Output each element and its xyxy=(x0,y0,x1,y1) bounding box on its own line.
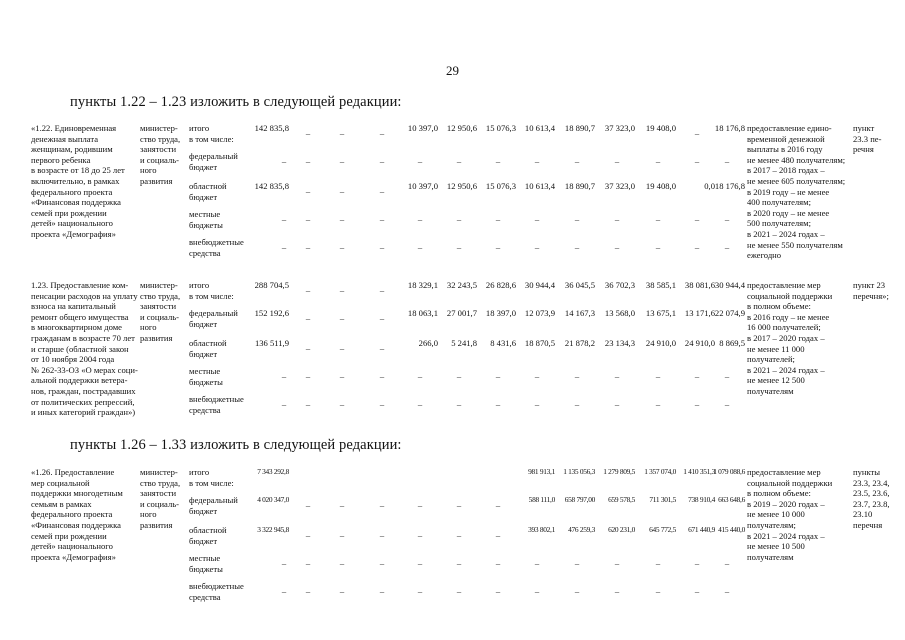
year-value: 415 440,0 xyxy=(718,525,745,534)
funding-source: областной бюджет xyxy=(189,181,227,202)
year-value: 13 568,0 xyxy=(604,308,635,318)
year-value: – xyxy=(417,214,423,224)
total-value: – xyxy=(281,558,287,568)
year-value: – xyxy=(724,399,730,409)
year-value: – xyxy=(495,500,501,510)
total-value: 7 343 292,8 xyxy=(257,467,289,476)
year-value: 620 231,0 xyxy=(608,525,635,534)
year-value: 1 410 351,3 xyxy=(683,467,715,476)
year-value: – xyxy=(339,313,345,323)
year-value: – xyxy=(614,399,620,409)
funding-source: итого в том числе: xyxy=(189,467,234,488)
year-value: 588 111,0 xyxy=(528,495,555,504)
year-value: – xyxy=(574,214,580,224)
year-value: 26 828,6 xyxy=(485,280,516,290)
year-value: – xyxy=(495,558,501,568)
year-value: 13 171,6 xyxy=(684,308,715,318)
year-value: 1 079 088,6 xyxy=(713,467,745,476)
year-value: – xyxy=(495,399,501,409)
year-value: 5 241,8 xyxy=(451,338,477,348)
year-value: – xyxy=(534,214,540,224)
funding-source: федеральный бюджет xyxy=(189,308,238,329)
year-value: – xyxy=(495,214,501,224)
measure-name: «1.26. Предоставление мер социальной поддержки многодетным семьям в рамках федерального проекта «Финансовая поддержка семей при рождении детей» национального проекта «Демография» xyxy=(31,467,123,562)
year-value: 32 243,5 xyxy=(446,280,477,290)
year-value: – xyxy=(574,586,580,596)
year-value: – xyxy=(379,399,385,409)
funding-source: федеральный бюджет xyxy=(189,495,238,516)
year-value: – xyxy=(339,530,345,540)
year-value: 1 357 074,0 xyxy=(644,467,676,476)
year-value: – xyxy=(339,186,345,196)
year-value: 19 408,0 xyxy=(645,123,676,133)
total-value: – xyxy=(281,586,287,596)
year-value: 24 910,0 xyxy=(645,338,676,348)
year-value: – xyxy=(694,558,700,568)
funding-source: областной бюджет xyxy=(189,338,227,359)
year-value: 24 910,0 xyxy=(684,338,715,348)
expected-result: предоставление мер социальной поддержки в полном объеме: в 2016 году – не менее 16 000 получателей; в 2017 – 2020 годах – не менее 11 000 получателей; в 2021 – 2024 годах – не менее 12 500 получателям xyxy=(747,280,833,396)
total-value: – xyxy=(281,242,287,252)
year-value: – xyxy=(379,558,385,568)
year-value: – xyxy=(339,371,345,381)
year-value: – xyxy=(614,214,620,224)
year-value: 0,0 xyxy=(704,181,715,191)
expected-result: предоставление мер социальной поддержки в полном объеме: в 2019 – 2020 годах – не менее 10 000 получателям; в 2021 – 2024 годах – не менее 10 500 получателям xyxy=(747,467,833,562)
year-value: – xyxy=(417,242,423,252)
year-value: 30 944,4 xyxy=(714,280,745,290)
year-value: 36 045,5 xyxy=(564,280,595,290)
expected-result: предоставление едино- временной денежной выплаты в 2016 году не менее 480 получателям; в 2017 – 2018 годах – не менее 605 получателям; в 2019 году – не менее 400 получателям; в 2020 году – не менее 500 получателям; в 2021 – 2024 годах – не менее 550 получателям ежегодно xyxy=(747,123,846,261)
year-value: 10 613,4 xyxy=(524,181,555,191)
year-value: 23 134,3 xyxy=(604,338,635,348)
year-value: – xyxy=(417,586,423,596)
year-value: – xyxy=(574,242,580,252)
year-value: – xyxy=(339,500,345,510)
year-value: – xyxy=(305,186,311,196)
year-value: – xyxy=(305,343,311,353)
year-value: – xyxy=(305,586,311,596)
year-value: 738 910,4 xyxy=(688,495,715,504)
year-value: – xyxy=(379,530,385,540)
year-value: – xyxy=(724,156,730,166)
year-value: – xyxy=(417,156,423,166)
year-value: – xyxy=(417,399,423,409)
funding-source: итого в том числе: xyxy=(189,123,234,144)
year-value: – xyxy=(495,586,501,596)
year-value: – xyxy=(379,285,385,295)
year-value: – xyxy=(379,371,385,381)
year-value: 671 440,9 xyxy=(688,525,715,534)
year-value: – xyxy=(655,242,661,252)
year-value: – xyxy=(655,558,661,568)
funding-source: областной бюджет xyxy=(189,525,227,546)
year-value: – xyxy=(534,586,540,596)
year-value: 27 001,7 xyxy=(446,308,477,318)
funding-source: местные бюджеты xyxy=(189,366,223,387)
year-value: 18 176,8 xyxy=(714,123,745,133)
year-value: 13 675,1 xyxy=(645,308,676,318)
year-value: – xyxy=(305,128,311,138)
year-value: – xyxy=(534,371,540,381)
year-value: – xyxy=(379,313,385,323)
year-value: – xyxy=(655,214,661,224)
year-value: 658 797,00 xyxy=(564,495,595,504)
year-value: 21 878,2 xyxy=(564,338,595,348)
year-value: – xyxy=(305,371,311,381)
year-value: 1 135 056,3 xyxy=(563,467,595,476)
year-value: 19 408,0 xyxy=(645,181,676,191)
year-value: – xyxy=(339,128,345,138)
year-value: – xyxy=(655,371,661,381)
heading-1: пункты 1.22 – 1.23 изложить в следующей редакции: xyxy=(70,94,402,110)
year-value: – xyxy=(339,156,345,166)
year-value: – xyxy=(305,242,311,252)
year-value: – xyxy=(379,128,385,138)
total-value: – xyxy=(281,371,287,381)
measure-name: «1.22. Единовременная денежная выплата женщинам, родившим первого ребенка в возрасте от 18 до 25 лет включительно, в рамках федерального проекта «Финансовая поддержка семей при рождении детей» национального проекта «Демография» xyxy=(31,123,125,239)
year-value: – xyxy=(655,399,661,409)
year-value: – xyxy=(456,500,462,510)
total-value: 288 704,5 xyxy=(254,280,289,290)
year-value: 1 279 809,5 xyxy=(603,467,635,476)
year-value: – xyxy=(339,586,345,596)
year-value: – xyxy=(495,242,501,252)
total-value: – xyxy=(281,156,287,166)
year-value: 12 950,6 xyxy=(446,123,477,133)
measure-name: 1.23. Предоставление ком- пенсации расходов на уплату взноса на капитальный ремонт общего имущества в многоквартирном доме гражданам в возрасте 70 лет и старше (областной закон от 10 ноября 2004 года № 262-33-ОЗ «О мерах соци- альной поддержки ветера- нов, граждан, пострадавших от политических репрессий, и иных категорий граждан») xyxy=(31,280,138,418)
year-value: – xyxy=(339,285,345,295)
funding-source: местные бюджеты xyxy=(189,553,223,574)
year-value: – xyxy=(305,399,311,409)
year-value: – xyxy=(655,156,661,166)
reference: пункты 23.3, 23.4, 23.5, 23.6, 23.7, 23.8, 23.10 перечня xyxy=(853,467,890,530)
year-value: 12 950,6 xyxy=(446,181,477,191)
year-value: – xyxy=(614,558,620,568)
year-value: – xyxy=(339,558,345,568)
total-value: 142 835,8 xyxy=(254,181,289,191)
year-value: – xyxy=(655,586,661,596)
year-value: – xyxy=(724,214,730,224)
year-value: – xyxy=(456,558,462,568)
year-value: – xyxy=(456,586,462,596)
reference: пункт 23.3 пе- речня xyxy=(853,123,882,155)
year-value: – xyxy=(724,558,730,568)
year-value: – xyxy=(694,214,700,224)
year-value: 18 397,0 xyxy=(485,308,516,318)
year-value: – xyxy=(534,399,540,409)
total-value: 152 192,6 xyxy=(254,308,289,318)
year-value: – xyxy=(724,242,730,252)
year-value: – xyxy=(305,500,311,510)
year-value: 37 323,0 xyxy=(604,181,635,191)
year-value: – xyxy=(379,156,385,166)
year-value: – xyxy=(694,399,700,409)
year-value: 663 648,6 xyxy=(718,495,745,504)
total-value: 142 835,8 xyxy=(254,123,289,133)
year-value: – xyxy=(495,156,501,166)
funding-source: итого в том числе: xyxy=(189,280,234,301)
year-value: – xyxy=(339,343,345,353)
year-value: – xyxy=(724,586,730,596)
total-value: 4 020 347,0 xyxy=(257,495,289,504)
total-value: – xyxy=(281,214,287,224)
year-value: 645 772,5 xyxy=(649,525,676,534)
year-value: 15 076,3 xyxy=(485,123,516,133)
year-value: – xyxy=(694,242,700,252)
year-value: 18 890,7 xyxy=(564,123,595,133)
year-value: – xyxy=(574,399,580,409)
year-value: – xyxy=(379,186,385,196)
year-value: 10 397,0 xyxy=(407,123,438,133)
year-value: 8 431,6 xyxy=(490,338,516,348)
year-value: 981 913,1 xyxy=(528,467,555,476)
executor: министер- ство труда, занятости и социаль- ного развития xyxy=(140,123,181,186)
year-value: – xyxy=(574,156,580,166)
funding-source: внебюджетные средства xyxy=(189,394,244,415)
year-value: – xyxy=(456,399,462,409)
year-value: 18 176,8 xyxy=(714,181,745,191)
year-value: – xyxy=(456,242,462,252)
page-number: 29 xyxy=(446,63,459,78)
funding-source: федеральный бюджет xyxy=(189,151,238,172)
year-value: – xyxy=(614,156,620,166)
year-value: – xyxy=(379,343,385,353)
year-value: – xyxy=(379,242,385,252)
year-value: 393 802,1 xyxy=(528,525,555,534)
year-value: 18 329,1 xyxy=(407,280,438,290)
year-value: – xyxy=(694,371,700,381)
year-value: – xyxy=(379,586,385,596)
year-value: – xyxy=(456,530,462,540)
year-value: – xyxy=(534,242,540,252)
year-value: – xyxy=(379,500,385,510)
year-value: 22 074,9 xyxy=(714,308,745,318)
year-value: – xyxy=(534,558,540,568)
year-value: 38 081,6 xyxy=(684,280,715,290)
year-value: – xyxy=(574,558,580,568)
year-value: – xyxy=(305,214,311,224)
year-value: – xyxy=(305,156,311,166)
year-value: 12 073,9 xyxy=(524,308,555,318)
total-value: 136 511,9 xyxy=(254,338,289,348)
year-value: 18 890,7 xyxy=(564,181,595,191)
year-value: – xyxy=(495,371,501,381)
year-value: – xyxy=(456,371,462,381)
total-value: – xyxy=(281,399,287,409)
funding-source: внебюджетные средства xyxy=(189,581,244,602)
year-value: 18 063,1 xyxy=(407,308,438,318)
year-value: – xyxy=(305,558,311,568)
year-value: – xyxy=(456,156,462,166)
year-value: – xyxy=(339,242,345,252)
year-value: 476 259,3 xyxy=(568,525,595,534)
funding-source: внебюджетные средства xyxy=(189,237,244,258)
year-value: – xyxy=(305,530,311,540)
year-value: – xyxy=(495,530,501,540)
year-value: 37 323,0 xyxy=(604,123,635,133)
year-value: 30 944,4 xyxy=(524,280,555,290)
year-value: 36 702,3 xyxy=(604,280,635,290)
year-value: – xyxy=(417,530,423,540)
year-value: – xyxy=(614,586,620,596)
year-value: – xyxy=(724,371,730,381)
year-value: 38 585,1 xyxy=(645,280,676,290)
year-value: – xyxy=(305,285,311,295)
executor: министер- ство труда, занятости и социаль- ного развития xyxy=(140,467,181,530)
year-value: – xyxy=(614,371,620,381)
year-value: – xyxy=(614,242,620,252)
reference: пункт 23 перечня»; xyxy=(853,280,889,301)
year-value: – xyxy=(417,500,423,510)
year-value: – xyxy=(694,586,700,596)
year-value: – xyxy=(574,371,580,381)
year-value: – xyxy=(694,128,700,138)
year-value: 15 076,3 xyxy=(485,181,516,191)
year-value: 659 578,5 xyxy=(608,495,635,504)
year-value: 711 301,5 xyxy=(649,495,676,504)
year-value: 10 613,4 xyxy=(524,123,555,133)
year-value: – xyxy=(339,399,345,409)
year-value: 8 869,5 xyxy=(719,338,745,348)
year-value: – xyxy=(694,156,700,166)
year-value: 10 397,0 xyxy=(407,181,438,191)
year-value: – xyxy=(339,214,345,224)
year-value: – xyxy=(379,214,385,224)
year-value: – xyxy=(456,214,462,224)
executor: министер- ство труда, занятости и социаль- ного развития xyxy=(140,280,181,343)
heading-2: пункты 1.26 – 1.33 изложить в следующей редакции: xyxy=(70,437,402,453)
total-value: 3 322 945,8 xyxy=(257,525,289,534)
year-value: – xyxy=(305,313,311,323)
year-value: 18 870,5 xyxy=(524,338,555,348)
year-value: 14 167,3 xyxy=(564,308,595,318)
year-value: – xyxy=(534,156,540,166)
year-value: 266,0 xyxy=(418,338,438,348)
year-value: – xyxy=(417,371,423,381)
year-value: – xyxy=(417,558,423,568)
funding-source: местные бюджеты xyxy=(189,209,223,230)
